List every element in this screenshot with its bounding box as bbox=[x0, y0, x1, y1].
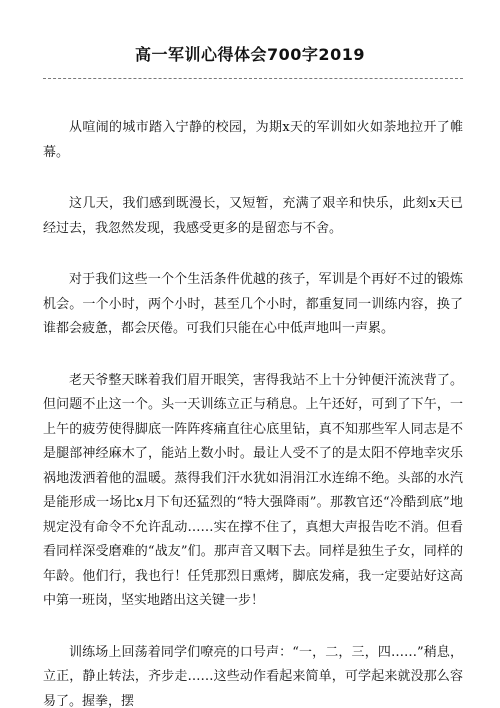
paragraph: 老天爷整天眯着我们眉开眼笑，害得我站不上十分钟便汗流浃背了。但问题不止这一个。头一天训练立正与稍息。上午还好，可到了下午，一上午的疲劳使得脚底一阵阵疼痛直往心底里钻，真不知那些军人同志是不是腿部神经麻木了，能站上数小时。最让人受不了的是太阳不停地幸灾乐祸地泼洒着他的温暖。蒸得我们汗水犹如涓涓江水连绵不绝。头部的水汽是能形成一场比x月下旬还猛烈的“特大强降雨”。那教官还“冷酷到底”地规定没有命令不允许乱动……实在撑不住了，真想大声报告吃不消。但看看同样深受磨难的“战友”们。那声音又咽下去。同样是独生子女，同样的年龄。他们行，我也行！任凭那烈日熏烤，脚底发痛，我一定要站好这高中第一班岗，坚实地踏出这关键一步！ bbox=[43, 372, 463, 608]
document-title: 高一军训心得体会700字2019 bbox=[135, 45, 365, 64]
document-body bbox=[43, 116, 463, 708]
title-divider bbox=[43, 78, 463, 79]
paragraph: 从喧闹的城市踏入宁静的校园，为期x天的军训如火如荼地拉开了帷幕。 bbox=[43, 120, 463, 160]
paragraph: 对于我们这些一个个生活条件优越的孩子，军训是个再好不过的锻炼机会。一个小时，两个小时，甚至几个小时，都重复同一训练内容，换了谁都会疲惫，都会厌倦。可我们只能在心中低声地叫一声累。 bbox=[43, 272, 463, 336]
paragraph: 这几天，我们感到既漫长，又短暂，充满了艰辛和快乐，此刻x天已经过去，我忽然发现，我感受更多的是留恋与不舍。 bbox=[43, 196, 463, 236]
paragraph: 训练场上回荡着同学们嘹亮的口号声：“一，二，三，四……”稍息，立正，静止转法，齐步走……这些动作看起来简单，可学起来就没那么容易了。握拳，摆 bbox=[43, 644, 463, 708]
